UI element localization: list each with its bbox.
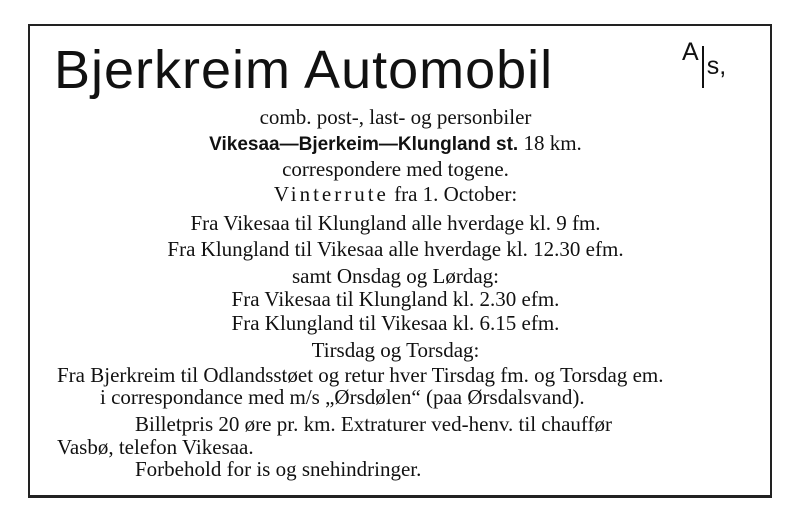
winter-label: Vinterrute: [273, 182, 389, 206]
days-heading-2: Tirsdag og Torsdag:: [311, 338, 480, 362]
reservation-text: Forbehold for is og snehindringer.: [135, 457, 422, 481]
route: Vikesaa—Bjerkeim—Klungland st.: [209, 134, 519, 155]
subtitle: comb. post-, last- og personbiler: [259, 105, 532, 129]
company-suffix: [682, 36, 726, 96]
winter-from: fra 1. October:: [394, 182, 518, 206]
schedule-line-4: Fra Klungland til Vikesaa kl. 6.15 efm.: [231, 311, 560, 335]
schedule-line-1: Fra Vikesaa til Klungland alle hverdage kl. 9 fm.: [190, 211, 601, 235]
schedule-line-3: Fra Vikesaa til Klungland kl. 2.30 efm.: [231, 287, 560, 311]
ad-title: Bjerkreim Automobil: [54, 40, 554, 100]
suffix-a: A: [682, 38, 699, 66]
winter-heading: [0, 182, 791, 206]
schedule-line-5: Fra Bjerkreim til Odlandsstøet og retur hver Tirsdag fm. og Torsdag em.: [57, 363, 664, 387]
suffix-divider: [702, 46, 704, 88]
schedule-line-6: i correspondance med m/s „Ørsdølen“ (paa Ørsdalsvand).: [100, 385, 585, 409]
distance: 18 km.: [523, 131, 582, 155]
contact-text: Vasbø, telefon Vikesaa.: [57, 435, 254, 459]
schedule-line-2: Fra Klungland til Vikesaa alle hverdage kl. 12.30 efm.: [167, 237, 624, 261]
route-line: [0, 131, 791, 157]
connects-text: correspondere med togene.: [282, 157, 509, 181]
suffix-s: s,: [706, 52, 727, 80]
days-heading-1: samt Onsdag og Lørdag:: [291, 264, 500, 288]
price-text: Billetpris 20 øre pr. km. Extraturer ved-henv. til chauffør: [135, 412, 613, 436]
